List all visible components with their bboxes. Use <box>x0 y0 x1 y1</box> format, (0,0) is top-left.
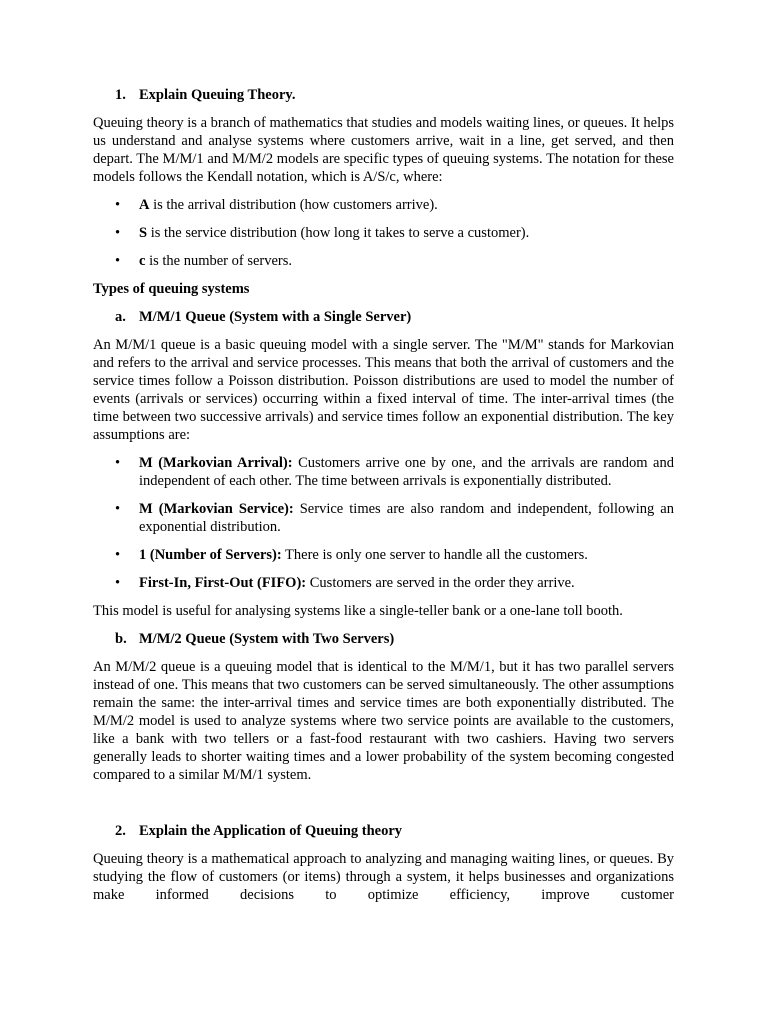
bullet-icon: • <box>115 253 121 269</box>
list-item: • M (Markovian Service): Service times are also random and independent, following an exponential distribution. <box>115 501 674 535</box>
list-item: • First-In, First-Out (FIFO): Customers are served in the order they arrive. <box>115 575 575 591</box>
list-item: • c is the number of servers. <box>115 253 293 269</box>
mm1-marker: a. <box>115 309 126 325</box>
list-item: • S is the service distribution (how long it takes to serve a customer). <box>115 225 530 241</box>
bullet-icon: • <box>115 197 121 213</box>
bullet-icon: • <box>115 225 121 241</box>
kendall-list <box>93 196 674 270</box>
bullet-icon: • <box>115 547 121 563</box>
bullet-icon: • <box>115 575 121 591</box>
mm2-marker: b. <box>115 631 127 647</box>
list-item: • A is the arrival distribution (how customers arrive). <box>115 197 438 213</box>
section-2-heading <box>93 822 674 840</box>
list-item: • 1 (Number of Servers): There is only one server to handle all the customers. <box>115 547 588 563</box>
section-2-title: Explain the Application of Queuing theory <box>139 823 403 839</box>
mm2-body: An M/M/2 queue is a queuing model that is identical to the M/M/1, but it has two parallel servers instead of one. This means that two customers can be served simultaneously. The other assumptions remain the same: the inter-arrival times and service times are both exponentially distributed. The M/M/2 model is used to analyze systems where two service points are available to the customers, like a bank with two tellers or a fast-food restaurant with two cashiers. Having two servers generally leads to shorter waiting times and a lower probability of the system becoming congested compared to a similar M/M/1 system. <box>93 659 674 783</box>
section-2-intro: Queuing theory is a mathematical approach to analyzing and managing waiting lines, or queues. By studying the flow of customers (or items) through a system, it helps businesses and organizations make informed decisions to optimize efficiency, improve customer <box>93 851 674 903</box>
types-heading: Types of queuing systems <box>93 281 250 297</box>
document-page <box>93 86 674 904</box>
mm1-usage: This model is useful for analysing systems like a single-teller bank or a one-lane toll booth. <box>93 603 623 619</box>
mm2-title: M/M/2 Queue (System with Two Servers) <box>139 631 395 647</box>
mm1-body: An M/M/1 queue is a basic queuing model with a single server. The "M/M" stands for Markovian and refers to the arrival and service processes. This means that both the arrival of customers and the service times follow a Poisson distribution. Poisson distributions are used to model the number of events (arrivals or services) occurring within a fixed interval of time. The inter-arrival times (the time between two successive arrivals) and service times follow an exponential distribution. The key assumptions are: <box>93 337 674 443</box>
mm1-title: M/M/1 Queue (System with a Single Server) <box>139 309 412 325</box>
bullet-icon: • <box>115 501 121 517</box>
list-item: • M (Markovian Arrival): Customers arrive one by one, and the arrivals are random and independent of each other. The time between arrivals is exponentially distributed. <box>115 455 674 489</box>
mm2-heading <box>93 630 674 648</box>
section-1-number: 1. <box>115 87 126 103</box>
section-2-number: 2. <box>115 823 126 839</box>
mm1-assumptions-list <box>93 454 674 592</box>
mm1-heading <box>93 308 674 326</box>
section-1-intro: Queuing theory is a branch of mathematics that studies and models waiting lines, or queues. It helps us understand and analyse systems where customers arrive, wait in a line, get served, and then depart. The M/M/1 and M/M/2 models are specific types of queuing systems. The notation for these models follows the Kendall notation, which is A/S/c, where: <box>93 115 674 185</box>
bullet-icon: • <box>115 455 121 471</box>
section-1-title: Explain Queuing Theory. <box>139 87 296 103</box>
section-1-heading <box>93 86 674 104</box>
